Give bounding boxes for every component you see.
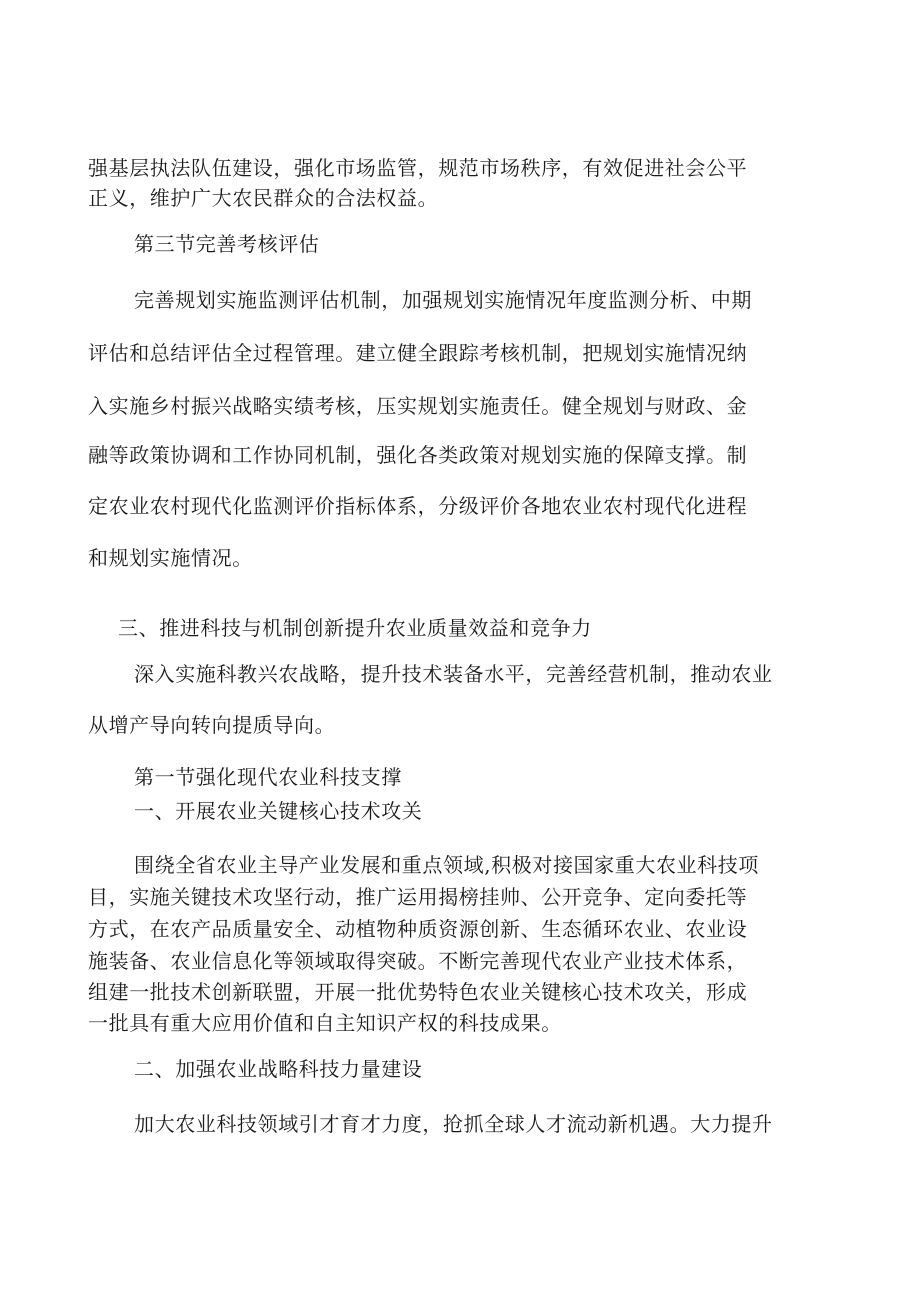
paragraph-line: 深入实施科教兴农战略，提升技术装备水平，完善经营机制，推动农业 [134,662,773,686]
paragraph-line: 强基层执法队伍建设，强化市场监管，规范市场秩序，有效促进社会公平 [88,156,748,180]
paragraph-line: 施装备、农业信息化等领域取得突破。不断完善现代农业产业技术体系， [88,949,748,973]
paragraph-line: 方式，在农产品质量安全、动植物种质资源创新、生态循环农业、农业设 [88,917,748,941]
item-heading: 二、加强农业战略科技力量建设 [134,1057,423,1081]
paragraph-line: 目，实施关键技术攻坚行动，推广运用揭榜挂帅、公开竞争、定向委托等 [88,885,748,909]
paragraph-line: 从增产导向转向提质导向。 [88,713,336,737]
paragraph-line: 一批具有重大应用价值和自主知识产权的科技成果。 [88,1011,562,1035]
section-heading: 第一节强化现代农业科技支撑 [134,765,402,789]
paragraph-line: 围绕全省农业主导产业发展和重点领域,积极对接国家重大农业科技项 [134,853,759,877]
paragraph-line: 加大农业科技领域引才育才力度，抢抓全球人才流动新机遇。大力提升 [134,1112,773,1136]
item-heading: 一、开展农业关键核心技术攻关 [134,799,423,823]
part-heading: 三、推进科技与机制创新提升农业质量效益和竞争力 [118,616,592,640]
paragraph-line: 入实施乡村振兴战略实绩考核，压实规划实施责任。健全规划与财政、金 [88,394,748,418]
paragraph-line: 评估和总结评估全过程管理。建立健全跟踪考核机制，把规划实施情况纳 [88,341,748,365]
paragraph-line: 组建一批技术创新联盟，开展一批优势特色农业关键核心技术攻关，形成 [88,980,748,1004]
paragraph-line: 完善规划实施监测评估机制，加强规划实施情况年度监测分析、中期 [134,288,752,312]
paragraph-line: 正义，维护广大农民群众的合法权益。 [88,186,439,210]
section-heading: 第三节完善考核评估 [134,232,320,256]
paragraph-line: 定农业农村现代化监测评价指标体系，分级评价各地农业农村现代化进程 [88,494,748,518]
paragraph-line: 融等政策协调和工作协同机制，强化各类政策对规划实施的保障支撑。制 [88,443,748,467]
paragraph-line: 和规划实施情况。 [88,546,253,570]
